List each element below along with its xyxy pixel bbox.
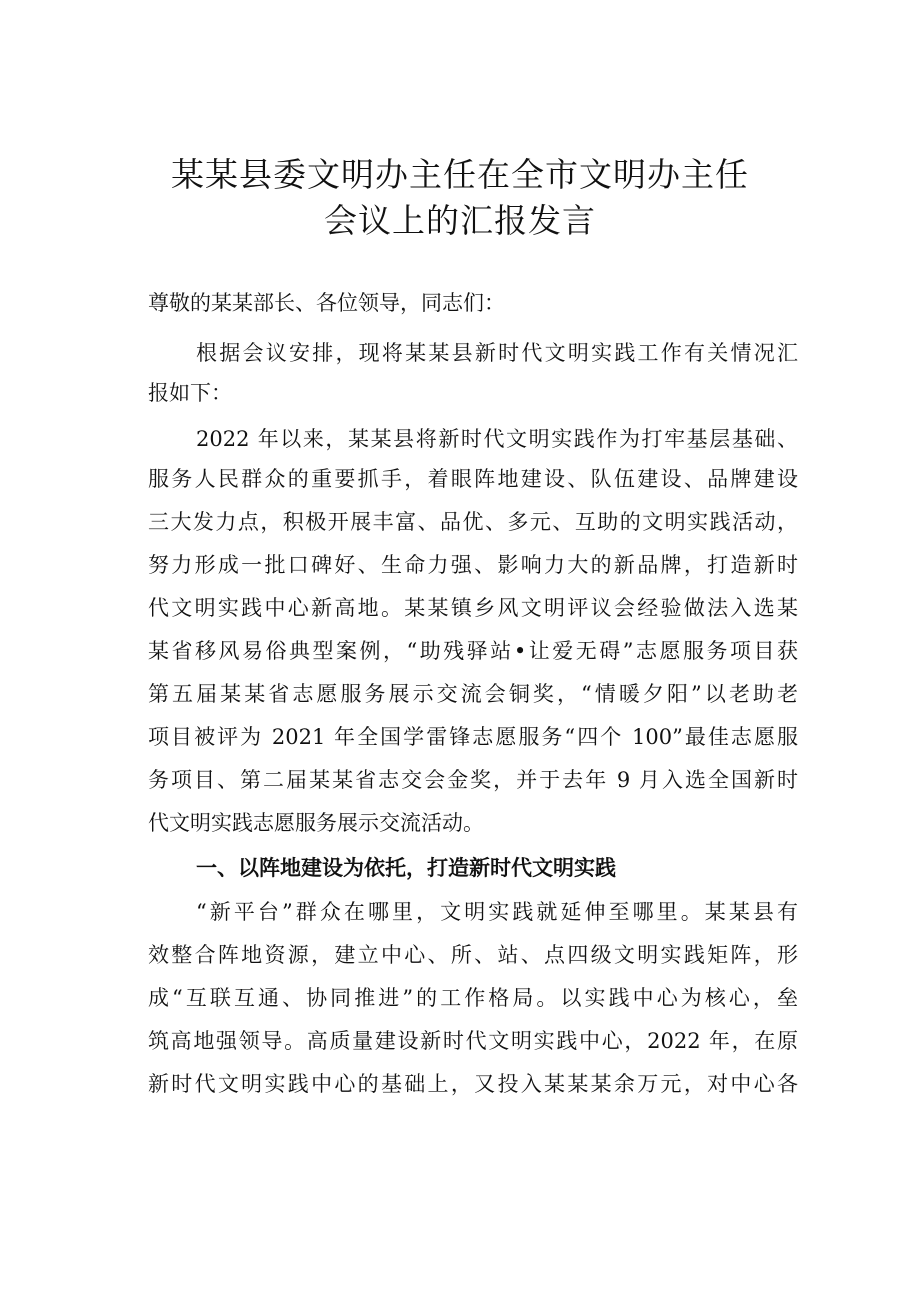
intro-line: 报如下： <box>148 381 232 405</box>
overview-line: 努力形成一批口碑好、生命力强、影响力大的新品牌，打造新时 <box>148 553 798 577</box>
section-line: 筑高地强领导。高质量建设新时代文明实践中心，2022 年，在原 <box>148 1029 798 1053</box>
section-heading: 一、以阵地建设为依托，打造新时代文明实践 <box>196 856 616 880</box>
overview-line: 三大发力点，积极开展丰富、品优、多元、互助的文明实践活动， <box>148 510 798 534</box>
salutation: 尊敬的某某部长、各位领导，同志们： <box>148 291 505 315</box>
overview-line: 代文明实践志愿服务展示交流活动。 <box>148 811 484 835</box>
overview-line: 2022 年以来，某某县将新时代文明实践作为打牢基层基础、 <box>196 427 798 451</box>
section-line: 成“互联互通、协同推进”的工作格局。以实践中心为核心，垒 <box>148 986 798 1010</box>
overview-line: 务项目、第二届某某省志交会金奖，并于去年 9 月入选全国新时 <box>148 768 798 792</box>
overview-line: 代文明实践中心新高地。某某镇乡风文明评议会经验做法入选某 <box>148 596 798 620</box>
section-line: “新平台”群众在哪里，文明实践就延伸至哪里。某某县有 <box>196 900 798 924</box>
overview-line: 服务人民群众的重要抓手，着眼阵地建设、队伍建设、品牌建设 <box>148 467 798 491</box>
intro-line: 根据会议安排，现将某某县新时代文明实践工作有关情况汇 <box>196 341 798 365</box>
overview-line: 第五届某某省志愿服务展示交流会铜奖，“情暖夕阳”以老助老 <box>148 682 798 706</box>
overview-line: 项目被评为 2021 年全国学雷锋志愿服务“四个 100”最佳志愿服 <box>148 725 798 749</box>
overview-line: 某省移风易俗典型案例，“助残驿站•让爱无碍”志愿服务项目获 <box>148 639 798 663</box>
document-title-line-2: 会议上的汇报发言 <box>324 201 596 240</box>
section-line: 效整合阵地资源，建立中心、所、站、点四级文明实践矩阵，形 <box>148 943 798 967</box>
section-line: 新时代文明实践中心的基础上，又投入某某某余万元，对中心各 <box>148 1072 798 1096</box>
document-title-line-1: 某某县委文明办主任在全市文明办主任 <box>171 155 749 194</box>
